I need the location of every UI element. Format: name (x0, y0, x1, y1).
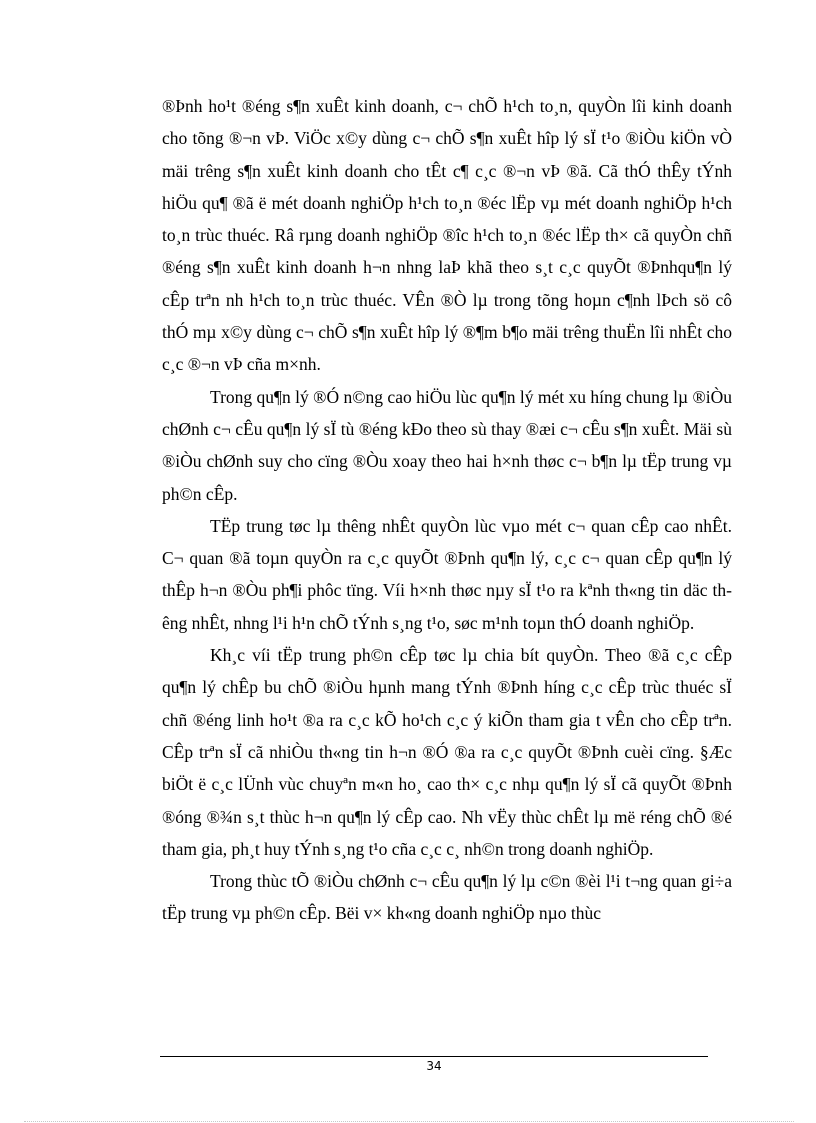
body-text (162, 90, 732, 930)
page-number: 34 (426, 1059, 442, 1073)
paragraph-5: Trong thùc tÕ ®iÒu chØnh c¬ cÊu qu¶n lý lµ c©n ®èi l¹i t¬ng quan gi÷a tËp trung vµ ph©n cÊp. Bëi v× kh«ng doanh nghiÖp nµo thùc (162, 871, 732, 924)
paragraph-1: ®Þnh ho¹t ®éng s¶n xuÊt kinh doanh, c¬ chÕ h¹ch to¸n, quyÒn lîi kinh doanh cho tõng ®¬n vÞ. ViÖc x©y dùng c¬ chÕ s¶n xuÊt hîp lý sÏ t¹o ®iÒu kiÖn vÒ mäi trêng s¶n xuÊt kinh doanh cho tÊt c¶ c¸c ®¬n vÞ ®ã. Cã thÓ thÊy tÝnh hiÖu qu¶ ®ã ë mét doanh nghiÖp h¹ch to¸n ®éc lËp vµ mét doanh nghiÖp h¹ch to¸n trùc thuéc. Râ rµng doanh nghiÖp ®îc h¹ch to¸n ®éc lËp th× cã quyÒn chñ ®éng s¶n xuÊt kinh doanh h¬n nhng laÞ khã theo s¸t c¸c quyÕt ®Þnhqu¶n lý cÊp trªn nh h¹ch to¸n trùc thuéc. VÊn ®Ò lµ trong tõng hoµn c¶nh lÞch sö cô thÓ mµ x©y dùng c¬ chÕ s¶n xuÊt hîp lý ®¶m b¶o mäi trêng thuËn lîi nhÊt cho c¸c ®¬n vÞ cña m×nh. (162, 96, 732, 375)
paragraph-4: Kh¸c víi tËp trung ph©n cÊp tøc lµ chia bít quyÒn. Theo ®ã c¸c cÊp qu¶n lý chÊp bu chÕ ®iÒu hµnh mang tÝnh ®Þnh híng c¸c cÊp trùc thuéc sÏ chñ ®éng linh ho¹t ®a ra c¸c kÕ ho¹ch c¸c ý kiÕn tham gia t vÊn cho cÊp trªn. CÊp trªn sÏ cã nhiÒu th«ng tin h¬n ®Ó ®a ra c¸c quyÕt ®Þnh cuèi cïng. §Æc biÖt ë c¸c lÜnh vùc chuyªn m«n ho¸ cao th× c¸c nhµ qu¶n lý sÏ cã quyÕt ®Þnh ®óng ®¾n s¸t thùc h¬n qu¶n lý cÊp cao. Nh vËy thùc chÊt lµ më réng chÕ ®é tham gia, ph¸t huy tÝnh s¸ng t¹o cña c¸c c¸ nh©n trong doanh nghiÖp. (162, 645, 732, 859)
paragraph-3: TËp trung tøc lµ thêng nhÊt quyÒn lùc vµo mét c¬ quan cÊp cao nhÊt. C¬ quan ®ã toµn quyÒn ra c¸c quyÕt ®Þnh qu¶n lý, c¸c c¬ quan cÊp qu¶n lý thÊp h¬n ®Òu ph¶i phôc tïng. Víi h×nh thøc nµy sÏ t¹o ra kªnh th«ng tin däc thêng nhÊt, nhng l¹i h¹n chÕ tÝnh s¸ng t¹o, søc m¹nh toµn thÓ doanh nghiÖp. (162, 515, 732, 633)
footer-divider (160, 1056, 708, 1057)
paragraph-2: Trong qu¶n lý ®Ó n©ng cao hiÖu lùc qu¶n lý mét xu híng chung lµ ®iÒu chØnh c¬ cÊu qu¶n lý sÏ tù ®éng kÐo theo sù thay ®æi c¬ cÊu s¶n xuÊt. Mäi sù ®iÒu chØnh suy cho cïng ®Òu xoay theo hai h×nh thøc c¬ b¶n lµ tËp trung vµ ph©n cÊp. (162, 386, 732, 504)
page-bottom-border (24, 1121, 794, 1122)
